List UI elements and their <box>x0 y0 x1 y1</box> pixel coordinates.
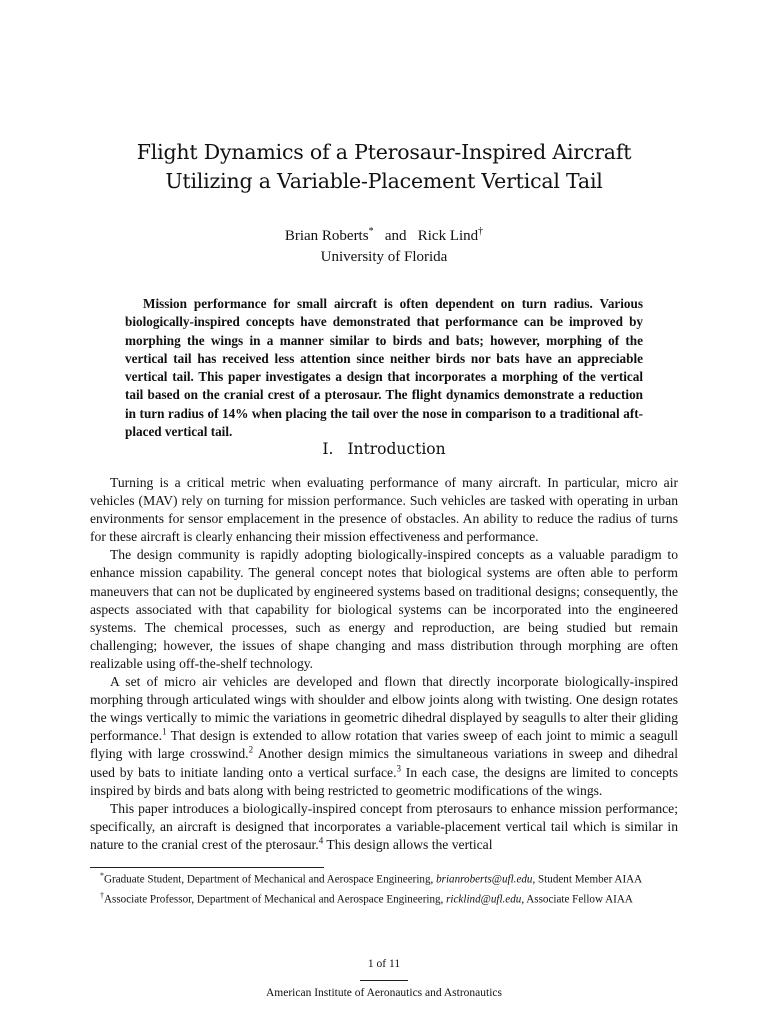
author-name: Brian Roberts <box>284 228 369 244</box>
author-name: Rick Lind <box>417 228 479 244</box>
paper-title <box>60 138 708 196</box>
affiliation: University of Florida <box>320 249 448 265</box>
author-footnote-mark: † <box>478 226 484 237</box>
footnote-text: , Associate Fellow AIAA <box>521 893 633 906</box>
paragraph: Turning is a critical metric when evaluating performance of many aircraft. In particular, micro air vehicles (MAV) rely on turning for mission performance. Such vehicles are tasked with operating in urban environments for sensor emplacement in the presence of obstacles. An ability to reduce the radius of turns for these aircraft is clearly enhancing their mission effectiveness and performance. <box>90 475 678 545</box>
footnotes <box>90 868 678 908</box>
author-footnote-mark: * <box>368 226 374 237</box>
page-number-rule <box>360 980 408 981</box>
footnote <box>90 888 678 908</box>
paragraph-text: In each case, the designs are limited to concepts inspired by birds and bats along with being restricted to geometric modifications of the wings. <box>90 764 678 798</box>
citation: 3 <box>396 762 401 773</box>
paragraph-text: This paper introduces a biologically-inspired concept from pterosaurs to enhance mission performance; specifically, an aircraft is designed that incorporates a variable-placement vertical tail which is similar in nature to the cranial crest of the pterosaur. <box>90 800 678 852</box>
citation: 2 <box>248 744 254 755</box>
abstract: Mission performance for small aircraft is often dependent on turn radius. Various biologically-inspired concepts have demonstrated that performance can be improved by morphing the wings in a manner similar to birds and bats; however, morphing of the vertical tail has received less attention since neither birds nor bats have an appreciable vertical tail. This paper investigates a design that incorporates a morphing of the vertical tail based on the cranial crest of a pterosaur. The flight dynamics demonstrate a reduction in turn radius of 14% when placing the tail over the nose in comparison to a traditional aft-placed vertical tail. <box>125 296 643 440</box>
footnote-mark: * <box>100 871 104 880</box>
page-number: 1 of 11 <box>367 958 401 970</box>
author-block <box>60 221 708 268</box>
paragraph: The design community is rapidly adopting biologically-inspired concepts as a valuable paradigm to enhance mission capability. The general concept notes that biological systems are often able to perform maneuvers that can not be duplicated by engineered systems based on traditional designs; consequently, the aspects associated with that capability for biological systems can be incorporated into the engineered systems. The chemical processes, such as energy and reproduction, are being studied but remain challenging; however, the issues of shape changing and mass distribution through morphing are often realizable using off-the-shelf technology. <box>90 547 678 671</box>
section-heading <box>60 440 708 458</box>
paragraph-text: A set of micro air vehicles are developed and flown that directly incorporate biologically-inspired morphing through articulated wings with shoulder and elbow joints along with twisting. One design rotates the wings vertically to mimic the variations in geometric dihedral displayed by seagulls to alter their gliding performance. <box>90 674 678 744</box>
author-line <box>60 221 708 247</box>
paragraph-text: That design is extended to allow rotation that varies sweep of each joint to mimic a seagull flying with large crosswind. <box>90 728 678 762</box>
paragraph <box>90 800 678 854</box>
body-text <box>90 474 678 854</box>
footnote-email-link[interactable]: brianroberts@ufl.edu <box>436 873 533 886</box>
footnote-text: Graduate Student, Department of Mechanical and Aerospace Engineering, <box>104 873 437 886</box>
paragraph-text: Another design mimics the simultaneous variations in sweep and dihedral used by bats to initiate landing onto a vertical surface. <box>90 746 678 780</box>
footnote <box>90 868 678 888</box>
section-title: Introduction <box>347 440 446 458</box>
citation: 1 <box>162 726 167 737</box>
title-line-2: Utilizing a Variable-Placement Vertical Tail <box>165 169 603 193</box>
author-conjunction: and <box>384 228 407 244</box>
paragraph <box>90 673 678 800</box>
section-number: I. <box>322 440 334 458</box>
footnote-text: Associate Professor, Department of Mechanical and Aerospace Engineering, <box>104 893 447 906</box>
publisher-footer: American Institute of Aeronautics and Astronautics <box>265 987 502 999</box>
title-line-1: Flight Dynamics of a Pterosaur-Inspired Aircraft <box>136 140 632 164</box>
footnote-mark: † <box>100 891 104 901</box>
paragraph-text: This design allows the vertical <box>323 836 493 852</box>
footnote-text: , Student Member AIAA <box>532 873 643 886</box>
footnote-email-link[interactable]: ricklind@ufl.edu <box>446 893 522 906</box>
citation: 4 <box>318 835 324 846</box>
